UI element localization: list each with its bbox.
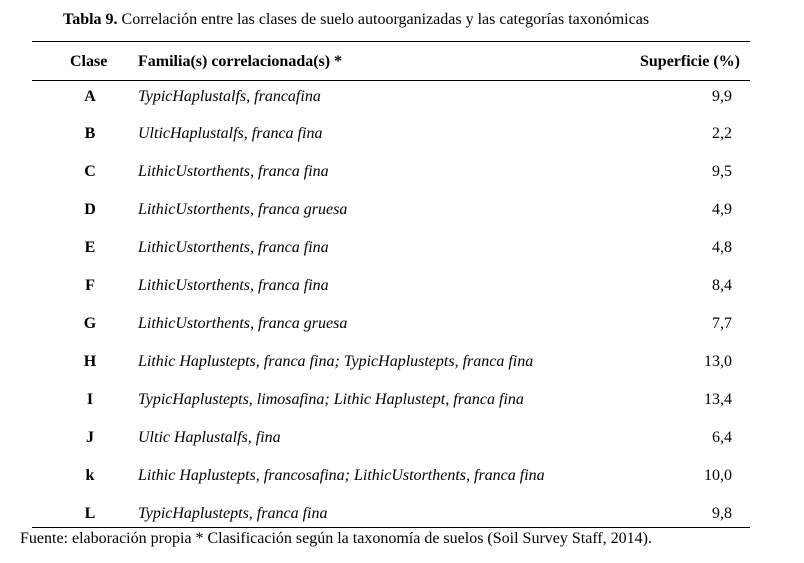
row-clase: F xyxy=(85,277,95,294)
row-clase: L xyxy=(84,505,96,522)
row-clase: A xyxy=(84,88,96,105)
table-caption xyxy=(63,11,649,29)
table-row xyxy=(0,383,804,421)
row-superficie: 9,5 xyxy=(712,163,732,180)
row-familia: TypicHaplustepts, limosafina; Lithic Haplustept, franca fina xyxy=(138,391,524,408)
row-familia: Ultic Haplustalfs, fina xyxy=(138,429,281,446)
row-superficie: 10,0 xyxy=(704,467,732,484)
table-row xyxy=(0,155,804,193)
header-superficie: Superficie (%) xyxy=(640,53,740,70)
row-familia: TypicHaplustalfs, francafina xyxy=(138,88,321,105)
table-row xyxy=(0,269,804,307)
row-familia: LithicUstorthents, franca gruesa xyxy=(138,201,348,218)
row-familia: TypicHaplustepts, franca fina xyxy=(138,505,328,522)
row-clase: E xyxy=(84,239,96,256)
row-clase: J xyxy=(86,429,94,446)
header-familia: Familia(s) correlacionada(s) * xyxy=(138,53,343,70)
row-familia: LithicUstorthents, franca gruesa xyxy=(138,315,348,332)
row-clase: G xyxy=(83,315,97,332)
row-superficie: 2,2 xyxy=(712,125,732,142)
row-superficie: 9,9 xyxy=(712,88,732,105)
table-row xyxy=(0,459,804,497)
top-rule xyxy=(32,41,750,42)
table-row xyxy=(0,345,804,383)
table-footer: Fuente: elaboración propia * Clasificación según la taxonomía de suelos (Soil Survey Staff, 2014). xyxy=(20,530,653,547)
caption-text: Correlación entre las clases de suelo autoorganizadas y las categorías taxonómicas xyxy=(121,11,650,28)
table-row xyxy=(0,421,804,459)
row-superficie: 4,8 xyxy=(712,239,732,256)
row-superficie: 8,4 xyxy=(712,277,732,294)
row-superficie: 13,0 xyxy=(704,353,732,370)
row-familia: LithicUstorthents, franca fina xyxy=(138,163,329,180)
row-clase: I xyxy=(86,391,94,408)
row-familia: Lithic Haplustepts, francosafina; LithicUstorthents, franca fina xyxy=(138,467,545,484)
table-row xyxy=(0,80,804,118)
bottom-rule xyxy=(32,527,750,528)
row-clase: H xyxy=(83,353,97,370)
caption-lead: Tabla 9. xyxy=(63,11,118,28)
row-familia: LithicUstorthents, franca fina xyxy=(138,277,329,294)
table-row xyxy=(0,117,804,155)
row-clase: B xyxy=(84,125,96,142)
table-row xyxy=(0,193,804,231)
row-superficie: 4,9 xyxy=(712,201,732,218)
row-clase: k xyxy=(85,467,95,484)
header-clase: Clase xyxy=(70,53,108,70)
row-familia: LithicUstorthents, franca fina xyxy=(138,239,329,256)
row-superficie: 13,4 xyxy=(704,391,732,408)
row-familia: Lithic Haplustepts, franca fina; TypicHaplustepts, franca fina xyxy=(138,353,534,370)
row-superficie: 7,7 xyxy=(712,315,732,332)
row-clase: C xyxy=(84,163,96,180)
table-row xyxy=(0,231,804,269)
row-familia: UlticHaplustalfs, franca fina xyxy=(138,125,323,142)
table-row xyxy=(0,307,804,345)
row-superficie: 6,4 xyxy=(712,429,732,446)
row-superficie: 9,8 xyxy=(712,505,732,522)
row-clase: D xyxy=(84,201,96,218)
